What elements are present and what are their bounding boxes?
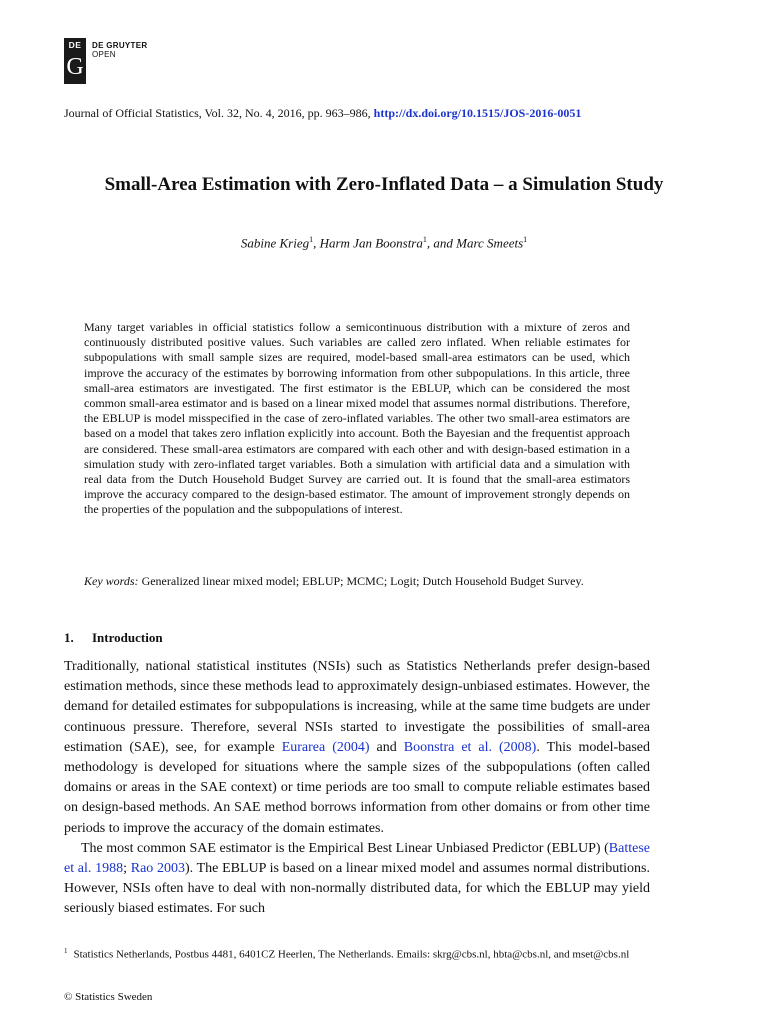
citation-link-eurarea[interactable]: Eurarea (2004) — [281, 739, 370, 755]
author-2: Harm Jan Boonstra — [319, 235, 423, 251]
paragraph-text: Traditionally, national statistical institutes (NSIs) such as Statistics Netherlands prefer design-based estimation methods, since these methods lead to approximately design-unbiased estimates. However, the demand for detailed estimates for subpopulations is increasing, while at the same time budgets are under continuous pressure. Therefore, several NSIs started to investigate the possibilities of small-area estimation (SAE), see, for example — [64, 659, 650, 755]
author-1: Sabine Krieg — [240, 235, 310, 251]
copyright-notice: © Statistics Sweden — [64, 991, 153, 1003]
logo-letter: G — [66, 54, 84, 80]
intro-paragraph-1 — [64, 657, 650, 839]
abstract: Many target variables in official statistics follow a semicontinuous distribution with a mixture of zeros and continuously distributed positive values. Such variables are called zero inflated. When reliable estimates for subpopulations with small sample sizes are required, model-based small-area estimators can be used, which improve the accuracy of the estimates by borrowing information from other subpopulations. In this article, three small-area estimators are investigated. The first estimator is the EBLUP, which can be considered the most common small-area estimator and is based on a linear mixed model that assumes normal distributions. Therefore, the EBLUP is model misspecified in the case of zero-inflated variables. The other two small-area estimators are based on a model that takes zero inflation explicitly into account. Both the Bayesian and the frequentist approach are considered. These small-area estimators are compared with each other and with design-based estimation in a simulation study with zero-inflated target variables. Both a simulation with artificial data and a simulation with real data from the Dutch Household Budget Survey are carried out. It is found that the small-area estimators improve the accuracy compared to the design-based estimator. The amount of improvement strongly depends on the properties of the population and the subpopulations of interest. — [84, 320, 630, 517]
section-heading — [64, 630, 163, 646]
citation-link-boonstra[interactable]: Boonstra et al. (2008) — [403, 739, 537, 755]
footnote-marker: 1 — [64, 947, 68, 955]
section-title: Introduction — [92, 630, 163, 645]
paragraph-text: . This model-based methodology is developed for situations where the sample sizes of the subpopulations (often called domains or areas in the SAE context) or time periods are too small to compute reliable estimates based on design-based methods. An SAE method borrows information from other domains or from other time periods to improve the accuracy of the domain estimates. — [64, 739, 651, 836]
citation-link-battese[interactable]: Battese et al. 1988 — [64, 840, 650, 877]
publisher-name — [92, 41, 147, 59]
citation-link-rao[interactable]: Rao 2003 — [130, 861, 185, 877]
paragraph-text: ). The EBLUP is based on a linear mixed model and assumes normal distributions. However, NSIs often have to deal with non-normally distributed data, for which the EBLUP may yield seriously biased estimates. For such — [64, 861, 650, 917]
section-number: 1. — [64, 630, 74, 645]
paragraph-text: and — [369, 739, 404, 755]
author-separator: , and — [426, 235, 457, 251]
keywords-label: Key words: — [84, 574, 139, 588]
publisher-name-line2: OPEN — [92, 50, 116, 59]
paper-title: Small-Area Estimation with Zero-Inflated Data – a Simulation Study — [104, 174, 664, 195]
author-2-affiliation[interactable]: 1 — [422, 235, 427, 244]
publisher-name-line1: DE GRUYTER — [92, 41, 148, 50]
author-list — [64, 235, 704, 251]
footnote-text: Statistics Netherlands, Postbus 4481, 6401CZ Heerlen, The Netherlands. Emails: skrg@cbs.nl, hbta@cbs.nl, and mset@cbs.nl — [73, 948, 630, 961]
introduction-body — [64, 657, 650, 920]
journal-citation — [64, 106, 581, 121]
footnote — [64, 944, 654, 962]
citation-text: Journal of Official Statistics, Vol. 32, No. 4, 2016, pp. 963–986, — [64, 106, 374, 120]
intro-paragraph-2 — [64, 839, 650, 920]
author-3: Marc Smeets — [456, 235, 524, 251]
author-1-affiliation[interactable]: 1 — [309, 235, 314, 244]
paragraph-text: The most common SAE estimator is the Empirical Best Linear Unbiased Predictor (EBLUP) ( — [81, 840, 609, 856]
logo-top-text: DE — [68, 40, 82, 50]
doi-link[interactable]: http://dx.doi.org/10.1515/JOS-2016-0051 — [373, 106, 582, 120]
author-separator: , — [313, 235, 320, 251]
paragraph-text: ; — [123, 861, 131, 877]
keywords-text: Generalized linear mixed model; EBLUP; MCMC; Logit; Dutch Household Budget Survey. — [138, 574, 584, 588]
author-3-affiliation[interactable]: 1 — [523, 235, 528, 244]
keywords — [84, 574, 630, 589]
publisher-logo — [64, 38, 86, 84]
